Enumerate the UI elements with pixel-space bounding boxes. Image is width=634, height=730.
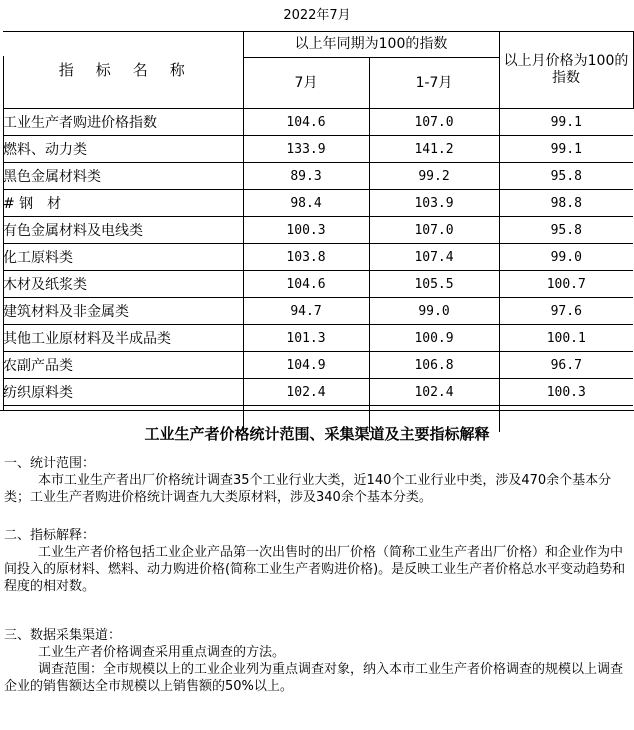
channel-text-scope: 调查范围：全市规模以上的工业企业列为重点调查对象，纳入本市工业生产者价格调查的规模以上调查企业的销售额达全市规模以上销售额的50%以上。 [4, 662, 624, 694]
row-label: 化工原料类 [3, 244, 243, 271]
ytd-value: 107.4 [369, 244, 499, 271]
ytd-value: 100.9 [369, 325, 499, 352]
notes-section [0, 410, 634, 730]
row-label: 工业生产者购进价格指数 [3, 109, 243, 136]
mom-value: 95.8 [499, 217, 633, 244]
row-label: 木材及纸浆类 [3, 271, 243, 298]
definition-section [4, 527, 630, 595]
mom-value: 100.3 [499, 379, 633, 406]
row-label: 建筑材料及非金属类 [3, 298, 243, 325]
table-row [3, 271, 633, 298]
table-row [3, 244, 633, 271]
month-value: 104.6 [243, 109, 369, 136]
mom-value: 100.1 [499, 325, 633, 352]
table-body [3, 109, 633, 433]
ytd-value: 106.8 [369, 352, 499, 379]
month-value: 98.4 [243, 190, 369, 217]
scope-text: 本市工业生产者出厂价格统计调查35个工业行业大类，近140个工业行业中类，涉及470余个基本分类；工业生产者购进价格统计调查九大类原材料，涉及340余个基本分类。 [4, 473, 612, 505]
month-value: 89.3 [243, 163, 369, 190]
ytd-header: 1-7月 [369, 58, 499, 109]
ytd-value: 105.5 [369, 271, 499, 298]
table-row [3, 136, 633, 163]
row-label: 燃料、动力类 [3, 136, 243, 163]
channel-heading: 三、数据采集渠道： [4, 628, 122, 643]
price-index-table [3, 31, 634, 432]
table-row [3, 163, 633, 190]
month-value: 104.9 [243, 352, 369, 379]
ytd-value: 99.0 [369, 298, 499, 325]
mom-value: 96.7 [499, 352, 633, 379]
table-row [3, 352, 633, 379]
indicator-name-header: 指标名称 [3, 32, 243, 109]
month-value: 102.4 [243, 379, 369, 406]
yoy-group-header: 以上年同期为100的指数 [243, 32, 499, 58]
ytd-value: 141.2 [369, 136, 499, 163]
month-value: 101.3 [243, 325, 369, 352]
row-label: 黑色金属材料类 [3, 163, 243, 190]
scope-heading: 一、统计范围： [4, 456, 96, 471]
mom-value: 100.7 [499, 271, 633, 298]
ytd-value: 102.4 [369, 379, 499, 406]
month-header: 7月 [243, 58, 369, 109]
ytd-value: 103.9 [369, 190, 499, 217]
channel-text-method: 工业生产者价格调查采用重点调查的方法。 [38, 645, 286, 660]
ytd-value: 107.0 [369, 217, 499, 244]
month-value: 100.3 [243, 217, 369, 244]
month-value: 133.9 [243, 136, 369, 163]
row-label: # 钢 材 [3, 190, 243, 217]
row-label: 纺织原料类 [3, 379, 243, 406]
table-row [3, 190, 633, 217]
table-row [3, 217, 633, 244]
mom-value: 99.1 [499, 136, 633, 163]
month-value: 103.8 [243, 244, 369, 271]
mom-value: 99.1 [499, 109, 633, 136]
mom-value: 98.8 [499, 190, 633, 217]
mom-value: 97.6 [499, 298, 633, 325]
ytd-value: 99.2 [369, 163, 499, 190]
table-row [3, 379, 633, 406]
definition-text: 工业生产者价格包括工业企业产品第一次出售时的出厂价格（简称工业生产者出厂价格）和企业作为中间投入的原材料、燃料、动力购进价格(简称工业生产者购进价格)。是反映工业生产者价格总水平变动趋势和程度的相对数。 [4, 545, 626, 594]
mom-header: 以上月价格为100的指数 [499, 32, 633, 109]
row-label: 有色金属材料及电线类 [3, 217, 243, 244]
report-period: 2022年7月 [283, 8, 351, 23]
notes-title: 工业生产者价格统计范围、采集渠道及主要指标解释 [144, 425, 490, 443]
mom-value: 95.8 [499, 163, 633, 190]
month-value: 94.7 [243, 298, 369, 325]
month-value: 104.6 [243, 271, 369, 298]
table-row [3, 325, 633, 352]
table-row [3, 109, 633, 136]
row-label: 农副产品类 [3, 352, 243, 379]
definition-heading: 二、指标解释： [4, 528, 96, 543]
channel-section [4, 627, 630, 695]
table-row [3, 298, 633, 325]
mom-value: 99.0 [499, 244, 633, 271]
ytd-value: 107.0 [369, 109, 499, 136]
row-label: 其他工业原材料及半成品类 [3, 325, 243, 352]
scope-section [4, 455, 630, 506]
